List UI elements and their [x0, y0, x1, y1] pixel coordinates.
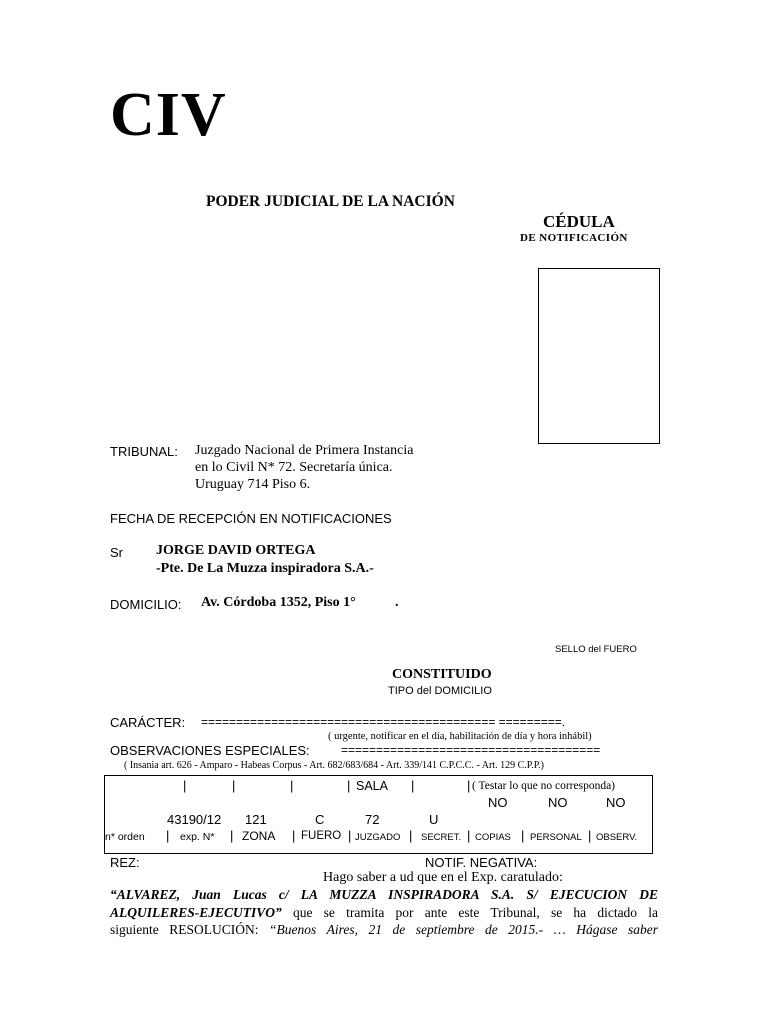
col-header-personal: PERSONAL [530, 832, 582, 843]
document-type-heading: CÉDULA [543, 212, 615, 231]
sala-label: SALA [356, 779, 388, 793]
col-header-secret: SECRET. [421, 832, 462, 843]
sr-label: Sr [110, 545, 123, 560]
institution-heading: PODER JUDICIAL DE LA NACIÓN [206, 193, 455, 210]
col-header-observ: OBSERV. [596, 832, 638, 843]
table-divider: | [183, 778, 187, 793]
tramite-text: que se tramita por ante este Tribunal, se ha dictado la [281, 905, 658, 920]
document-code-title: CIV [110, 81, 227, 149]
copias-no: NO [488, 795, 508, 810]
fuero-value: C [315, 812, 325, 827]
domicilio-period: . [395, 595, 399, 610]
table-divider: | [292, 828, 296, 843]
observ-no: NO [606, 795, 626, 810]
rez-label: REZ: [110, 855, 140, 870]
observaciones-line: ===================================== [341, 743, 601, 757]
col-header-exp: exp. N* [180, 831, 215, 843]
exp-number-value: 43190/12 [167, 812, 222, 827]
table-divider: | [467, 828, 471, 843]
testar-note: ( Testar lo que no corresponda) [472, 780, 616, 792]
sello-fuero-label: SELLO del FUERO [555, 644, 637, 655]
tribunal-label: TRIBUNAL: [110, 444, 178, 459]
table-divider: | [347, 778, 351, 793]
recipient-role: -Pte. De La Muzza inspiradora S.A.- [156, 561, 374, 576]
table-divider: | [521, 828, 525, 843]
table-divider: | [348, 828, 352, 843]
resolution-text: “Buenos Aires, 21 de septiembre de 2015.- … Hágase saber [269, 922, 658, 937]
col-header-copias: COPIAS [475, 832, 511, 843]
observaciones-hint: ( Insania art. 626 - Amparo - Habeas Corpus - Art. 682/683/684 - Art. 339/141 C.P.C.C. - Art. 129 C.P.P.) [124, 760, 544, 771]
table-divider: | [409, 828, 413, 843]
case-title-end: ALQUILERES-EJECUTIVO” [110, 905, 282, 920]
col-header-fuero: FUERO [301, 830, 342, 842]
col-header-juzgado: JUZGADO [355, 832, 401, 843]
table-divider: | [230, 828, 234, 843]
juzgado-value: 72 [365, 812, 380, 827]
table-divider: | [232, 778, 236, 793]
tribunal-line-3: Uruguay 714 Piso 6. [195, 477, 311, 492]
table-divider: | [411, 778, 415, 793]
notice-intro: Hago saber a ud que en el Exp. caratulado: [323, 870, 563, 885]
col-header-zona: ZONA [242, 829, 276, 843]
domicilio-label: DOMICILIO: [110, 597, 182, 612]
table-divider: | [166, 828, 170, 843]
domicilio-type-label: TIPO del DOMICILIO [388, 685, 492, 697]
case-title-line-1: “ALVAREZ, Juan Lucas c/ LA MUZZA INSPIRADORA S.A. S/ EJECUCION DE [110, 887, 658, 902]
tribunal-line-2: en lo Civil N* 72. Secretaría única. [195, 460, 393, 475]
tribunal-line-1: Juzgado Nacional de Primera Instancia [195, 443, 414, 458]
personal-no: NO [548, 795, 568, 810]
notif-negativa-label: NOTIF. NEGATIVA: [425, 855, 538, 870]
stamp-box [538, 268, 660, 444]
fecha-recepcion-label: FECHA DE RECEPCIÓN EN NOTIFICACIONES [110, 511, 392, 526]
zona-value: 121 [245, 812, 267, 827]
observaciones-label: OBSERVACIONES ESPECIALES: [110, 743, 310, 758]
domicilio-type-value: CONSTITUIDO [392, 667, 492, 682]
resolution-line [110, 921, 658, 939]
col-header-orden: n* orden [105, 831, 145, 843]
caracter-hint: ( urgente, notificar en el día, habilitación de día y hora inhábil) [328, 731, 592, 742]
secretaria-value: U [429, 812, 439, 827]
caracter-label: CARÁCTER: [110, 715, 186, 730]
recipient-name: JORGE DAVID ORTEGA [156, 543, 316, 558]
table-divider: | [290, 778, 294, 793]
document-subtype-heading: DE NOTIFICACIÓN [520, 232, 628, 244]
table-divider: | [588, 828, 592, 843]
caracter-line: ========================================== =========. [201, 715, 566, 729]
table-divider: | [467, 778, 471, 793]
case-title-line-2 [110, 904, 658, 922]
resolution-label: siguiente RESOLUCIÓN: [110, 922, 270, 937]
domicilio-value: Av. Córdoba 1352, Piso 1° [201, 595, 356, 610]
